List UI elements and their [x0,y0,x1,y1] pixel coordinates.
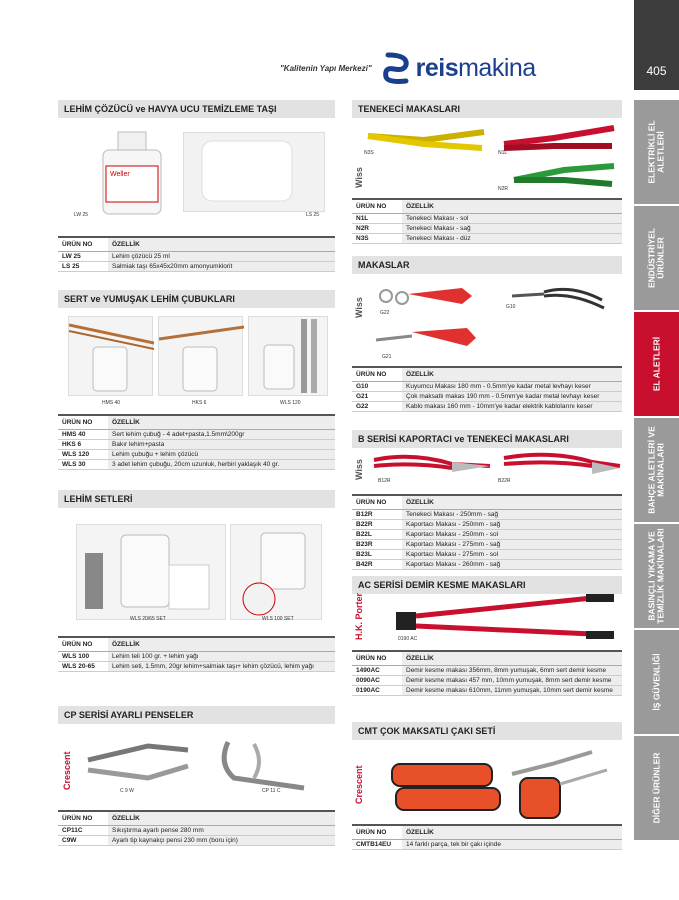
caption-wls2065: WLS 20/65 SET [130,616,166,622]
page-number: 405 [634,0,679,90]
product-photo-ls25 [183,132,325,212]
table-row: B22L Kaportacı Makası - 250mm - sol [352,530,622,540]
caption-g10: G10 [506,304,516,310]
section-title: CP SERİSİ AYARLI PENSELER [58,706,335,724]
table-row: LS 25 Salmiak taşı 65x45x20mm amonyumklorit [58,262,335,272]
section-cp-serisi [58,706,335,856]
caption-hms40: HMS 40 [102,400,121,406]
section-title: CMT ÇOK MAKSATLI ÇAKI SETİ [352,722,622,740]
table-row: WLS 100 Lehim teli 100 gr. + lehim yağı [58,652,335,662]
solder-bottle-icon [249,317,329,397]
reismakina-logo-icon [380,51,414,85]
caption-lw25: LW 25 [74,212,89,218]
caption-g21: G21 [382,354,392,360]
section-tenekeci [352,100,622,250]
caption-n1l: N1L [498,150,508,156]
section-title: MAKASLAR [352,256,622,274]
table-row: B42R Kaportacı Makası - 260mm - sağ [352,560,622,570]
caption-c9w: C 9 W [120,788,134,794]
table-row: 0090AC Demir kesme makası 457 mm, 10mm yumuşak, 8mm sert demir kesme [352,676,622,686]
table-row: G21 Çok maksatlı makas 190 mm - 0.5mm'ye kadar metal levhayı keser [352,392,622,402]
caption-wls120: WLS 120 [280,400,301,406]
brand-wiss: Wiss [354,167,364,188]
svg-text:Weller: Weller [110,171,130,178]
table-row: G22 Kablo makası 160 mm - 10mm'ye kadar elektrik kablolarını keser [352,402,622,412]
spec-table: ÜRÜN NO ÖZELLİK LW 25 Lehim çözücü 25 ml LS 25 Salmiak taşı 65x45x20mm amonyumklorit [58,236,335,272]
section-title: TENEKECİ MAKASLARI [352,100,622,118]
tab-el-aletleri[interactable]: EL ALETLERİ [634,312,679,418]
caption-g22: G22 [380,310,390,316]
table-row: B12R Tenekeci Makası - 250mm - sağ [352,510,622,520]
tagline: "Kalitenin Yapı Merkezi" [280,63,372,73]
product-photo-wls100 [230,524,322,620]
multitool-icon [382,744,617,826]
table-row: HMS 40 Sert lehim çubuğ - 4 adet+pasta,1.5mm\200gr [58,430,335,440]
table-row: CMTB14EU 14 farklı parça, tek bir çakı içinde [352,840,622,850]
table-row: WLS 120 Lehim çubuğu + lehim çözücü [58,450,335,460]
section-title: SERT ve YUMUŞAK LEHİM ÇUBUKLARI [58,290,335,308]
table-row: G10 Kuyumcu Makası 180 mm - 0.5mm'ye kadar metal levhayı keser [352,382,622,392]
spec-table: ÜRÜN NO ÖZELLİK CP11C Sıkıştırma ayarlı pense 280 mm C9W Ayarlı tip kaynakçı pensi 230 mm (boru için) [58,810,335,846]
product-photo-wls120 [248,316,328,396]
product-photo-hks6 [158,316,243,396]
solder-rods-icon [159,317,244,397]
table-row: C9W Ayarlı tip kaynakçı pensi 230 mm (boru için) [58,836,335,846]
table-row: N3S Tenekeci Makası - düz [352,234,622,244]
bolt-cutter-icon [392,594,617,652]
solder-reel-icon [231,525,323,621]
caption-n3s: N3S [364,150,374,156]
table-row: B23R Kaportacı Makası - 275mm - sağ [352,540,622,550]
spec-table: ÜRÜN NO ÖZELLİK 1490AC Demir kesme makası 356mm, 8mm yumuşak, 6mm sert demir kesme 0090AC Demir kesme makası 457 mm, 10mm yumuşak, 8mm sert demir kesme 0190AC Demir kesme makası 610mm, 11mm yumuşak, 10mm sert demir kesme [352,650,622,696]
section-title: B SERİSİ KAPORTACI ve TENEKECİ MAKASLARI [352,430,622,448]
brand-crescent: Crescent [62,751,72,790]
section-lehim-setleri [58,490,335,690]
table-row: N2R Tenekeci Makası - sağ [352,224,622,234]
locking-pliers-icon [78,730,328,798]
spec-table: ÜRÜN NO ÖZELLİK HMS 40 Sert lehim çubuğ - 4 adet+pasta,1.5mm\200gr HKS 6 Bakır lehim+pasta WLS 120 Lehim çubuğu + lehim çözücü WLS 30 3 adet lehim çubuğu, 20cm uzunluk, herbiri yaklaşık 40 gr. [58,414,335,470]
solder-rods-icon [69,317,154,397]
spec-table: ÜRÜN NO ÖZELLİK WLS 100 Lehim teli 100 gr. + lehim yağı WLS 20-65 Lehim seti, 1.5mm, 20gr lehim+salmiak taşı+ lehim çözücü, lehim yağı [58,636,335,672]
table-row: LW 25 Lehim çözücü 25 ml [58,252,335,262]
caption-hks6: HKS 6 [192,400,207,406]
section-makaslar [352,256,622,422]
tin-snips-icon [364,118,619,198]
spec-table: ÜRÜN NO ÖZELLİK B12R Tenekeci Makası - 250mm - sağ B22R Kaportacı Makası - 250mm - sağ B22L Kaportacı Makası - 250mm - sol B23R Kaportacı Makası - 275mm - sağ B23L Kaportacı Makası - 275mm - sol B42R Kaportacı Makası - 260mm - sağ [352,494,622,570]
scissors-icon [372,278,622,358]
section-cmt [352,722,622,854]
caption-ls25: LS 25 [306,212,320,218]
product-photo-wls2065 [76,524,226,620]
table-row: HKS 6 Bakır lehim+pasta [58,440,335,450]
section-title: LEHİM ÇÖZÜCÜ ve HAVYA UCU TEMİZLEME TAŞI [58,100,335,118]
section-title: AC SERİSİ DEMİR KESME MAKASLARI [352,576,622,594]
category-sidebar [634,100,679,842]
table-row: N1L Tenekeci Makası - sol [352,214,622,224]
spec-table: ÜRÜN NO ÖZELLİK CMTB14EU 14 farklı parça, tek bir çakı içinde [352,824,622,850]
table-row: WLS 20-65 Lehim seti, 1.5mm, 20gr lehim+salmiak taşı+ lehim çözücü, lehim yağı [58,662,335,672]
section-lehim-cozucu [58,100,335,285]
section-sert-yumusak [58,290,335,470]
caption-wls100: WLS 100 SET [262,616,294,622]
page-header [280,48,536,88]
table-row: CP11C Sıkıştırma ayarlı pense 280 mm [58,826,335,836]
caption-b12r: B12R [378,478,391,484]
brand-wiss: Wiss [354,459,364,480]
tab-is-guvenligi[interactable]: İŞ GÜVENLİĞİ [634,630,679,736]
section-ac-serisi [352,576,622,716]
caption-n2r: N2R [498,186,509,192]
tab-basincli[interactable]: BASINÇLI YIKAMA VE TEMİZLİK MAKİNALARI [634,524,679,630]
product-photo-hms40 [68,316,153,396]
spec-table: ÜRÜN NO ÖZELLİK G10 Kuyumcu Makası 180 mm - 0.5mm'ye kadar metal levhayı keser G21 Çok maksatlı makas 190 mm - 0.5mm'ye kadar metal levhayı keser G22 Kablo makası 160 mm - 10mm'ye kadar elektrik kablolarını keser [352,366,622,412]
caption-b22r: B22R [498,478,511,484]
tab-bahce[interactable]: BAHÇE ALETLERİ VE MAKİNALARI [634,418,679,524]
brand-wiss: Wiss [354,297,364,318]
aviation-snips-icon [372,450,622,486]
section-b-serisi [352,430,622,570]
section-title: LEHİM SETLERİ [58,490,335,508]
table-row: B23L Kaportacı Makası - 275mm - sol [352,550,622,560]
salmiak-stone-icon [184,133,326,213]
solder-set-icon [77,525,227,621]
table-row: B22R Kaportacı Makası - 250mm - sağ [352,520,622,530]
tab-endustriyel[interactable]: ENDÜSTRİYEL ÜRÜNLER [634,206,679,312]
brand-hkporter: H.K. Porter [354,592,364,640]
table-row: 0190AC Demir kesme makası 610mm, 11mm yumuşak, 10mm sert demir kesme [352,686,622,696]
caption-cp11c: CP 11 C [262,788,281,794]
caption-0190ac: 0190 AC [398,636,418,642]
brand-name: reismakina [415,53,536,82]
spec-table: ÜRÜN NO ÖZELLİK N1L Tenekeci Makası - sol N2R Tenekeci Makası - sağ N3S Tenekeci Makası - düz [352,198,622,244]
table-row: WLS 30 3 adet lehim çubuğu, 20cm uzunluk, herbiri yaklaşık 40 gr. [58,460,335,470]
tab-elektrikli[interactable]: ELEKTRİKLİ EL ALETLERİ [634,100,679,206]
table-row: 1490AC Demir kesme makası 356mm, 8mm yumuşak, 6mm sert demir kesme [352,666,622,676]
tab-diger[interactable]: DİĞER ÜRÜNLER [634,736,679,842]
brand-crescent: Crescent [354,765,364,804]
